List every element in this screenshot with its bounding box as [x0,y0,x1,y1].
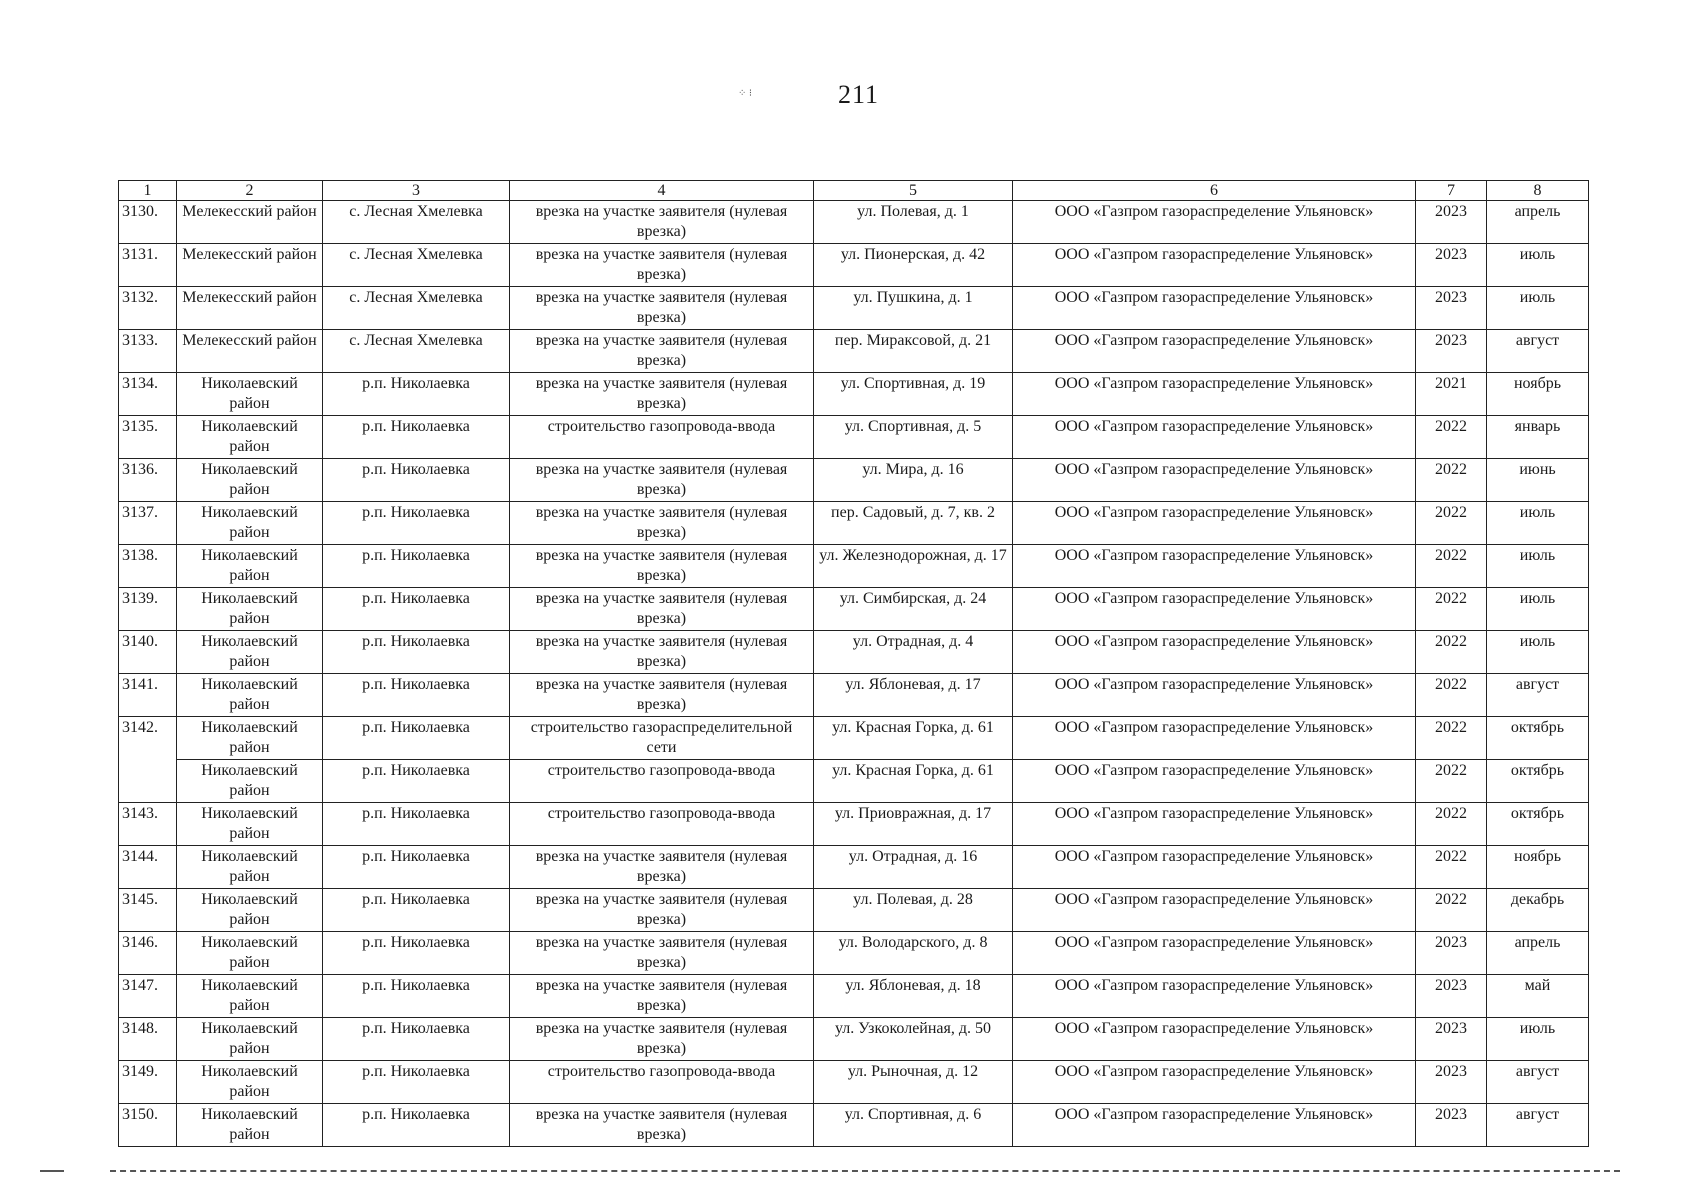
organization-cell: ООО «Газпром газораспределение Ульяновск» [1013,975,1416,1018]
district-cell: Николаевский район [177,373,323,416]
table-row [119,502,1589,545]
organization-cell: ООО «Газпром газораспределение Ульяновск» [1013,373,1416,416]
header-col-2: 2 [177,181,323,201]
row-number: 3143. [119,803,177,846]
organization-cell: ООО «Газпром газораспределение Ульяновск» [1013,502,1416,545]
month-cell: июнь [1487,459,1589,502]
locality-cell: р.п. Николаевка [323,459,510,502]
work-type-cell: врезка на участке заявителя (нулевая врезка) [510,889,814,932]
organization-cell: ООО «Газпром газораспределение Ульяновск» [1013,330,1416,373]
year-cell: 2022 [1416,846,1487,889]
month-cell: июль [1487,631,1589,674]
table-row [119,932,1589,975]
year-cell: 2023 [1416,1018,1487,1061]
row-number: 3144. [119,846,177,889]
district-cell: Николаевский район [177,975,323,1018]
locality-cell: р.п. Николаевка [323,760,510,803]
row-number: 3145. [119,889,177,932]
table-row [119,846,1589,889]
address-cell: ул. Спортивная, д. 19 [814,373,1013,416]
work-type-cell: врезка на участке заявителя (нулевая врезка) [510,459,814,502]
organization-cell: ООО «Газпром газораспределение Ульяновск» [1013,889,1416,932]
locality-cell: р.п. Николаевка [323,1104,510,1147]
table-row [119,717,1589,760]
address-cell: ул. Железнодорожная, д. 17 [814,545,1013,588]
header-col-5: 5 [814,181,1013,201]
address-cell: ул. Рыночная, д. 12 [814,1061,1013,1104]
table-row [119,459,1589,502]
address-cell: ул. Полевая, д. 28 [814,889,1013,932]
table-row [119,588,1589,631]
month-cell: июль [1487,244,1589,287]
address-cell: ул. Мира, д. 16 [814,459,1013,502]
organization-cell: ООО «Газпром газораспределение Ульяновск» [1013,588,1416,631]
locality-cell: с. Лесная Хмелевка [323,244,510,287]
row-number: 3132. [119,287,177,330]
row-number: 3141. [119,674,177,717]
month-cell: июль [1487,588,1589,631]
table-row [119,803,1589,846]
work-type-cell: врезка на участке заявителя (нулевая врезка) [510,674,814,717]
row-number: 3130. [119,201,177,244]
locality-cell: р.п. Николаевка [323,1061,510,1104]
locality-cell: р.п. Николаевка [323,674,510,717]
district-cell: Николаевский район [177,760,323,803]
year-cell: 2023 [1416,244,1487,287]
organization-cell: ООО «Газпром газораспределение Ульяновск» [1013,244,1416,287]
locality-cell: р.п. Николаевка [323,803,510,846]
work-type-cell: врезка на участке заявителя (нулевая врезка) [510,975,814,1018]
address-cell: ул. Красная Горка, д. 61 [814,760,1013,803]
month-cell: декабрь [1487,889,1589,932]
address-cell: ул. Спортивная, д. 6 [814,1104,1013,1147]
work-type-cell: врезка на участке заявителя (нулевая врезка) [510,631,814,674]
work-type-cell: врезка на участке заявителя (нулевая врезка) [510,287,814,330]
district-cell: Николаевский район [177,1104,323,1147]
address-cell: ул. Спортивная, д. 5 [814,416,1013,459]
header-col-4: 4 [510,181,814,201]
header-col-6: 6 [1013,181,1416,201]
district-cell: Николаевский район [177,1061,323,1104]
header-col-3: 3 [323,181,510,201]
table-row [119,545,1589,588]
row-number: 3142. [119,717,177,803]
table-row [119,975,1589,1018]
work-type-cell: строительство газораспределительной сети [510,717,814,760]
row-number: 3140. [119,631,177,674]
table-body [119,201,1589,1147]
row-number: 3147. [119,975,177,1018]
year-cell: 2022 [1416,889,1487,932]
locality-cell: с. Лесная Хмелевка [323,201,510,244]
year-cell: 2023 [1416,1104,1487,1147]
locality-cell: р.п. Николаевка [323,545,510,588]
district-cell: Николаевский район [177,588,323,631]
table-row [119,631,1589,674]
row-number: 3136. [119,459,177,502]
locality-cell: р.п. Николаевка [323,1018,510,1061]
locality-cell: с. Лесная Хмелевка [323,330,510,373]
organization-cell: ООО «Газпром газораспределение Ульяновск» [1013,1104,1416,1147]
row-number: 3134. [119,373,177,416]
district-cell: Мелекесский район [177,201,323,244]
month-cell: июль [1487,502,1589,545]
row-number: 3133. [119,330,177,373]
organization-cell: ООО «Газпром газораспределение Ульяновск» [1013,1018,1416,1061]
month-cell: апрель [1487,932,1589,975]
header-row [119,181,1589,201]
address-cell: ул. Пионерская, д. 42 [814,244,1013,287]
locality-cell: р.п. Николаевка [323,889,510,932]
year-cell: 2022 [1416,760,1487,803]
row-number: 3137. [119,502,177,545]
district-cell: Николаевский район [177,631,323,674]
page-number: 211 [838,80,880,109]
district-cell: Николаевский район [177,502,323,545]
month-cell: июль [1487,287,1589,330]
row-number: 3146. [119,932,177,975]
table-row [119,201,1589,244]
locality-cell: р.п. Николаевка [323,373,510,416]
work-type-cell: врезка на участке заявителя (нулевая врезка) [510,502,814,545]
locality-cell: р.п. Николаевка [323,717,510,760]
year-cell: 2023 [1416,287,1487,330]
table-row [119,674,1589,717]
locality-cell: р.п. Николаевка [323,588,510,631]
organization-cell: ООО «Газпром газораспределение Ульяновск» [1013,932,1416,975]
year-cell: 2022 [1416,502,1487,545]
work-type-cell: врезка на участке заявителя (нулевая врезка) [510,330,814,373]
row-number: 3138. [119,545,177,588]
address-cell: ул. Пушкина, д. 1 [814,287,1013,330]
month-cell: октябрь [1487,717,1589,760]
address-cell: пер. Мираксовой, д. 21 [814,330,1013,373]
month-cell: октябрь [1487,803,1589,846]
month-cell: июль [1487,545,1589,588]
district-cell: Мелекесский район [177,244,323,287]
work-type-cell: врезка на участке заявителя (нулевая врезка) [510,244,814,287]
table-row [119,330,1589,373]
district-cell: Николаевский район [177,545,323,588]
organization-cell: ООО «Газпром газораспределение Ульяновск» [1013,760,1416,803]
work-type-cell: врезка на участке заявителя (нулевая врезка) [510,201,814,244]
work-type-cell: строительство газопровода-ввода [510,416,814,459]
organization-cell: ООО «Газпром газораспределение Ульяновск» [1013,201,1416,244]
organization-cell: ООО «Газпром газораспределение Ульяновск» [1013,459,1416,502]
district-cell: Николаевский район [177,932,323,975]
row-number: 3139. [119,588,177,631]
month-cell: ноябрь [1487,373,1589,416]
address-cell: ул. Яблоневая, д. 17 [814,674,1013,717]
month-cell: август [1487,1104,1589,1147]
address-cell: ул. Отрадная, д. 4 [814,631,1013,674]
year-cell: 2022 [1416,459,1487,502]
organization-cell: ООО «Газпром газораспределение Ульяновск» [1013,416,1416,459]
header-col-8: 8 [1487,181,1589,201]
header-col-1: 1 [119,181,177,201]
organization-cell: ООО «Газпром газораспределение Ульяновск» [1013,287,1416,330]
month-cell: август [1487,674,1589,717]
row-number: 3148. [119,1018,177,1061]
year-cell: 2021 [1416,373,1487,416]
address-cell: ул. Приовражная, д. 17 [814,803,1013,846]
organization-cell: ООО «Газпром газораспределение Ульяновск» [1013,803,1416,846]
month-cell: май [1487,975,1589,1018]
year-cell: 2023 [1416,201,1487,244]
row-number: 3135. [119,416,177,459]
district-cell: Николаевский район [177,1018,323,1061]
year-cell: 2022 [1416,803,1487,846]
district-cell: Николаевский район [177,416,323,459]
year-cell: 2022 [1416,545,1487,588]
year-cell: 2023 [1416,975,1487,1018]
month-cell: ноябрь [1487,846,1589,889]
scan-artifact: ⁘ ⁝ [738,88,753,99]
work-type-cell: врезка на участке заявителя (нулевая врезка) [510,1018,814,1061]
header-col-7: 7 [1416,181,1487,201]
year-cell: 2022 [1416,416,1487,459]
table-row [119,373,1589,416]
month-cell: январь [1487,416,1589,459]
footer-rule [110,1170,1620,1172]
locality-cell: р.п. Николаевка [323,631,510,674]
work-type-cell: врезка на участке заявителя (нулевая врезка) [510,588,814,631]
district-cell: Николаевский район [177,803,323,846]
address-cell: пер. Садовый, д. 7, кв. 2 [814,502,1013,545]
locality-cell: с. Лесная Хмелевка [323,287,510,330]
address-cell: ул. Яблоневая, д. 18 [814,975,1013,1018]
address-cell: ул. Полевая, д. 1 [814,201,1013,244]
district-cell: Мелекесский район [177,330,323,373]
table-row [119,1104,1589,1147]
year-cell: 2023 [1416,932,1487,975]
table-row [119,889,1589,932]
address-cell: ул. Володарского, д. 8 [814,932,1013,975]
table-row [119,287,1589,330]
year-cell: 2022 [1416,588,1487,631]
year-cell: 2022 [1416,717,1487,760]
district-cell: Николаевский район [177,459,323,502]
year-cell: 2022 [1416,674,1487,717]
organization-cell: ООО «Газпром газораспределение Ульяновск» [1013,545,1416,588]
table-row [119,416,1589,459]
locality-cell: р.п. Николаевка [323,846,510,889]
year-cell: 2022 [1416,631,1487,674]
work-type-cell: строительство газопровода-ввода [510,760,814,803]
address-cell: ул. Красная Горка, д. 61 [814,717,1013,760]
district-cell: Николаевский район [177,717,323,760]
table-row [119,1061,1589,1104]
year-cell: 2023 [1416,1061,1487,1104]
month-cell: июль [1487,1018,1589,1061]
work-type-cell: врезка на участке заявителя (нулевая врезка) [510,846,814,889]
row-number: 3149. [119,1061,177,1104]
work-type-cell: строительство газопровода-ввода [510,1061,814,1104]
address-cell: ул. Отрадная, д. 16 [814,846,1013,889]
table-row [119,244,1589,287]
organization-cell: ООО «Газпром газораспределение Ульяновск» [1013,631,1416,674]
locality-cell: р.п. Николаевка [323,932,510,975]
organization-cell: ООО «Газпром газораспределение Ульяновск» [1013,1061,1416,1104]
address-cell: ул. Симбирская, д. 24 [814,588,1013,631]
district-cell: Николаевский район [177,889,323,932]
organization-cell: ООО «Газпром газораспределение Ульяновск» [1013,674,1416,717]
work-type-cell: врезка на участке заявителя (нулевая врезка) [510,545,814,588]
work-type-cell: врезка на участке заявителя (нулевая врезка) [510,373,814,416]
work-type-cell: врезка на участке заявителя (нулевая врезка) [510,932,814,975]
locality-cell: р.п. Николаевка [323,416,510,459]
row-number: 3131. [119,244,177,287]
district-cell: Николаевский район [177,674,323,717]
locality-cell: р.п. Николаевка [323,975,510,1018]
year-cell: 2023 [1416,330,1487,373]
row-number: 3150. [119,1104,177,1147]
month-cell: октябрь [1487,760,1589,803]
work-type-cell: строительство газопровода-ввода [510,803,814,846]
organization-cell: ООО «Газпром газораспределение Ульяновск» [1013,846,1416,889]
work-type-cell: врезка на участке заявителя (нулевая врезка) [510,1104,814,1147]
district-cell: Николаевский район [177,846,323,889]
month-cell: апрель [1487,201,1589,244]
month-cell: август [1487,330,1589,373]
month-cell: август [1487,1061,1589,1104]
table-row [119,1018,1589,1061]
address-cell: ул. Узкоколейная, д. 50 [814,1018,1013,1061]
locality-cell: р.п. Николаевка [323,502,510,545]
gasification-schedule-table [118,180,1589,1147]
table-row [119,760,1589,803]
organization-cell: ООО «Газпром газораспределение Ульяновск» [1013,717,1416,760]
footer-rule-left [40,1170,64,1172]
district-cell: Мелекесский район [177,287,323,330]
